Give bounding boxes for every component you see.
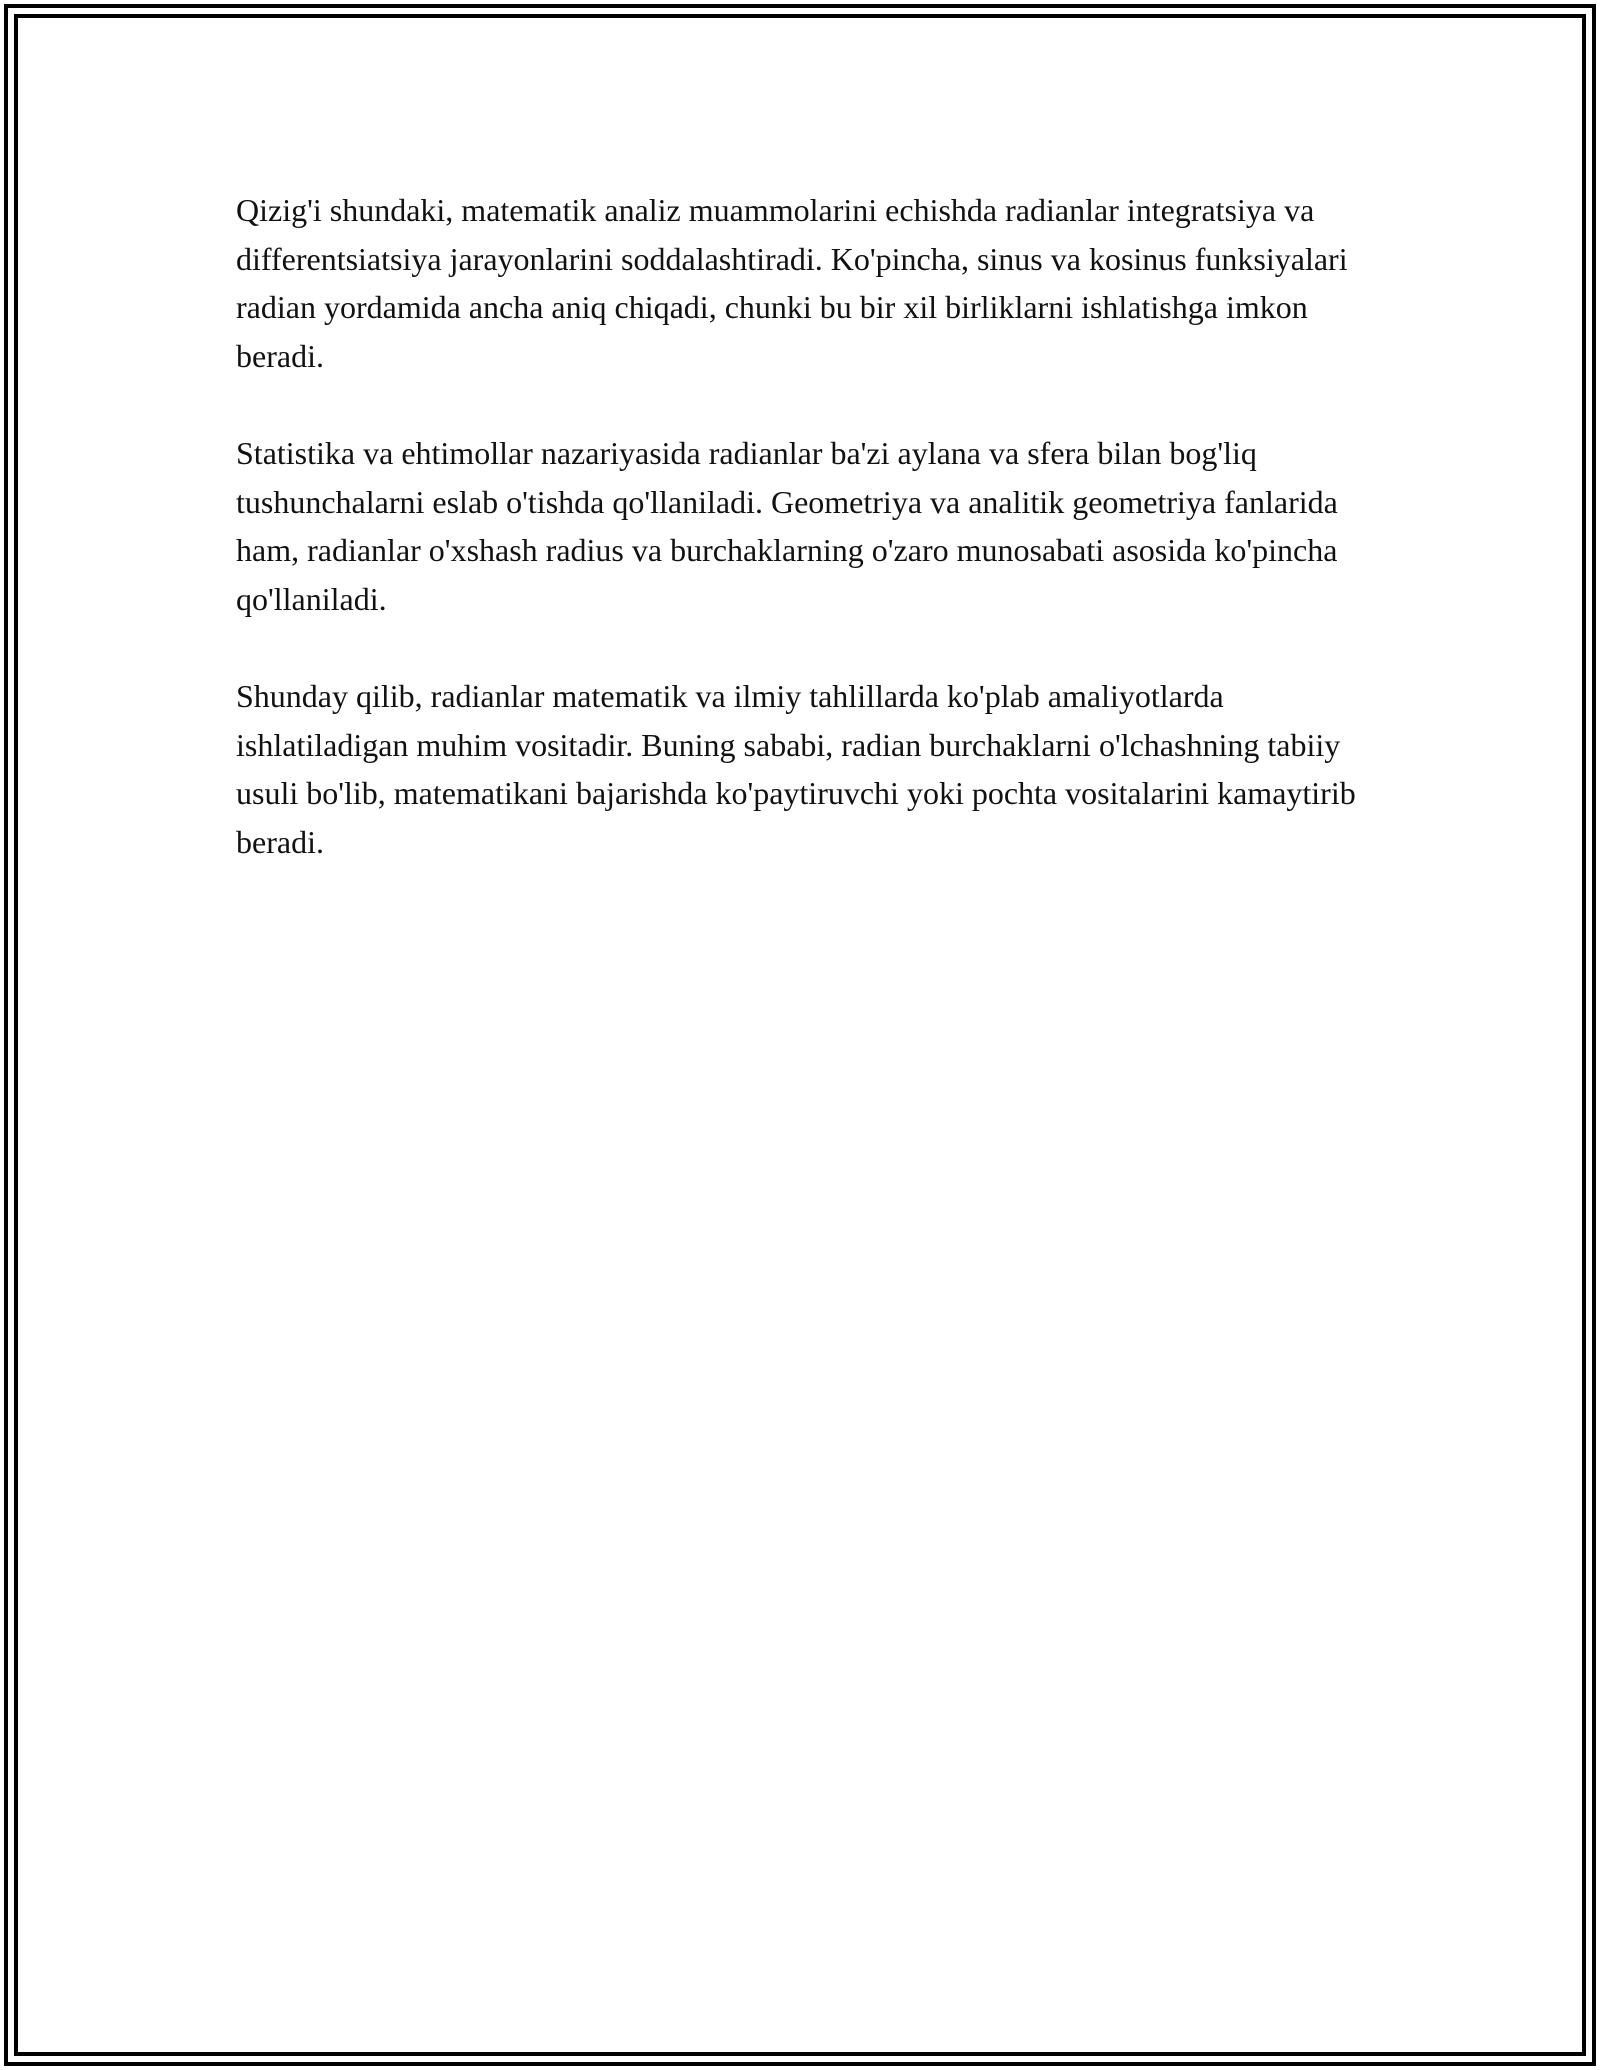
paragraph-1: Qizig'i shundaki, matematik analiz muammolarini echishda radianlar integratsiya va differentsiatsiya jarayonlarini soddalashtiradi. Ko'pincha, sinus va kosinus funksiyalari radian yordamida ancha aniq chiqadi, chunki bu bir xil birliklarni ishlatishga imkon beradi. [236, 192, 1348, 374]
document-body [236, 186, 1376, 915]
paragraph-3: Shunday qilib, radianlar matematik va ilmiy tahlillarda ko'plab amaliyotlarda ishlatiladigan muhim vositadir. Buning sababi, radian burchaklarni o'lchashning tabiiy usuli bo'lib, matematikani bajarishda ko'paytiruvchi yoki pochta vositalarini kamaytirib beradi. [236, 678, 1356, 860]
paragraph-2: Statistika va ehtimollar nazariyasida radianlar ba'zi aylana va sfera bilan bog'liq tushunchalarni eslab o'tishda qo'llaniladi. Geometriya va analitik geometriya fanlarida ham, radianlar o'xshash radius va burchaklarning o'zaro munosabati asosida ko'pincha qo'llaniladi. [236, 435, 1338, 617]
